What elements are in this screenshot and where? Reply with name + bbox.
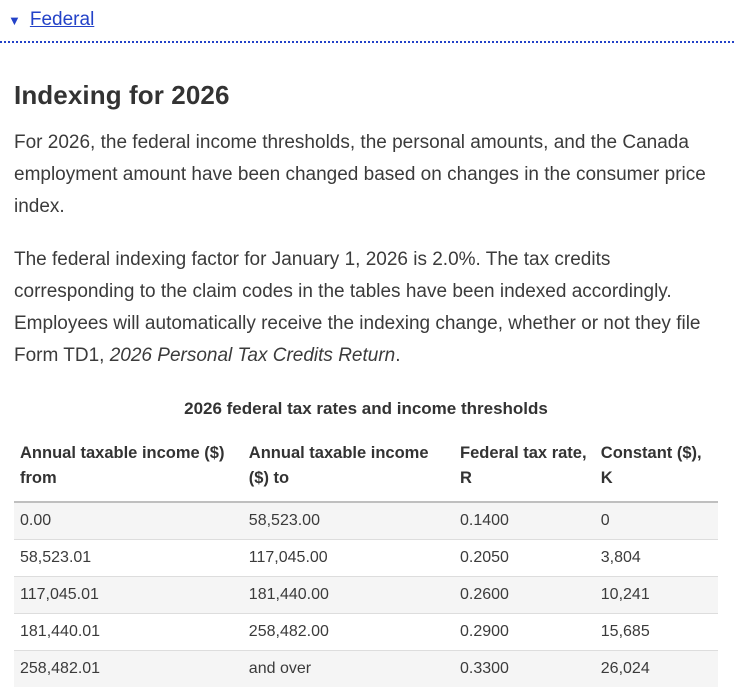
table-row (14, 613, 718, 650)
table-cell: 3,804 (595, 539, 718, 576)
table-cell: 0.00 (20, 511, 52, 529)
paragraph-indexing-factor (14, 244, 718, 372)
table-cell: and over (243, 650, 454, 687)
table-row (14, 576, 718, 613)
section-heading: Indexing for 2026 (14, 79, 230, 110)
table-cell: 0.1400 (459, 511, 509, 529)
table-row (14, 650, 718, 687)
column-header-constant: Constant ($), K (595, 438, 718, 502)
table-cell: 0.3300 (454, 650, 595, 687)
paragraph-period: . (395, 344, 401, 366)
table-cell: 15,685 (595, 613, 718, 650)
table-row (14, 539, 718, 576)
table-cell: 181,440.00 (243, 576, 454, 613)
table-cell: 10,241 (595, 576, 718, 613)
federal-tax-rates-table (14, 399, 718, 687)
table-cell: 58,523.01 (14, 539, 243, 576)
table-cell: 0.2050 (454, 539, 595, 576)
table-cell: 0 (600, 511, 610, 529)
table-cell: 0.2900 (454, 613, 595, 650)
column-header-tax-rate: Federal tax rate, R (454, 438, 595, 502)
column-header-income-from: Annual taxable income ($) from (14, 438, 243, 502)
table-cell: 258,482.00 (243, 613, 454, 650)
table-cell: 117,045.01 (14, 576, 243, 613)
table-cell: 58,523.00 (248, 511, 320, 529)
table-cell: 26,024 (595, 650, 718, 687)
federal-details-toggle[interactable] (0, 0, 734, 43)
paragraph-indexing-intro: For 2026, the federal income thresholds, the personal amounts, and the Canada employment amount have been changed based on changes in the consumer price index. (14, 131, 706, 217)
table-cell: 258,482.01 (14, 650, 243, 687)
column-header-income-to: Annual taxable income ($) to (243, 438, 454, 502)
form-title-italic: 2026 Personal Tax Credits Return (109, 344, 396, 366)
table-header-row (14, 438, 718, 502)
table-cell: 181,440.01 (14, 613, 243, 650)
table-row (14, 502, 718, 540)
table-cell: 117,045.00 (243, 539, 454, 576)
triangle-down-icon[interactable]: ▼ (8, 12, 21, 28)
table-cell: 0.2600 (454, 576, 595, 613)
federal-link[interactable]: Federal (29, 9, 95, 30)
paragraph-text: The federal indexing factor for January 1, 2026 is 2.0%. The tax credits corresponding to the claim codes in the tables have been indexed accordingly. Employees will automatically receive the indexing change, whether or not they file Form TD1, (14, 248, 701, 366)
table-caption: 2026 federal tax rates and income thresholds (184, 398, 548, 418)
page-content (0, 80, 734, 687)
